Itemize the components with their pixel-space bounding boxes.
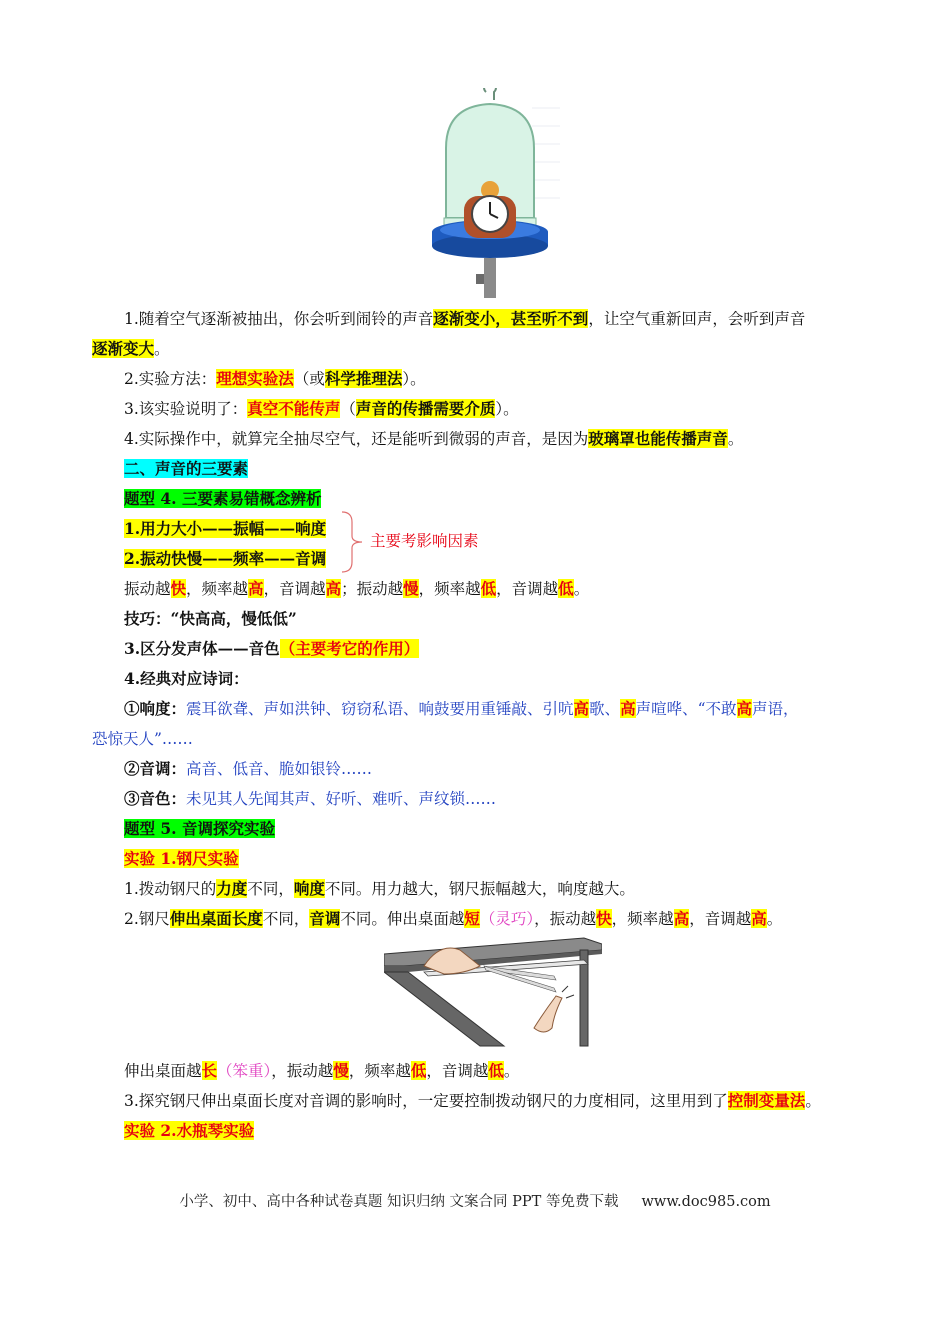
poems-loudness: ①响度：震耳欲聋、声如洪钟、窃窃私语、响鼓要用重锤敲、引吭高歌、高声喧哗、“不敢高声语， [124, 699, 799, 718]
ruler-experiment-illustration [384, 936, 602, 1052]
bell-jar-point-3: 3.该实验说明了：真空不能传声（声音的传播需要介质）。 [124, 399, 519, 418]
page-footer [0, 1190, 950, 1211]
brace-icon [340, 510, 364, 574]
experiment-2-title: 实验 2.水瓶琴实验 [124, 1121, 255, 1140]
bell-jar-point-4: 4.实际操作中，就算完全抽尽空气，还是能听到微弱的声音，是因为玻璃罩也能传播声音。 [124, 429, 744, 448]
section-title: 二、声音的三要素 [124, 459, 249, 478]
experiment-1-title: 实验 1.钢尺实验 [124, 849, 239, 868]
ruler-point-2-cont: 伸出桌面越长（笨重），振动越慢，频率越低，音调越低。 [124, 1061, 520, 1080]
bell-jar-illustration [420, 88, 560, 300]
bell-jar-point-1: 1.随着空气逐渐被抽出，你会听到闹铃的声音逐渐变小，甚至听不到，让空气重新回声，会听到声音 [124, 309, 806, 328]
poems-timbre: ③音色：未见其人先闻其声、好听、难听、声纹锁…… [124, 789, 497, 808]
brace-note: 主要考影响因素 [370, 532, 479, 550]
poems-title: 4.经典对应诗词： [124, 669, 249, 688]
poems-loudness-cont: 恐惊天人”…… [92, 730, 193, 748]
type4-title: 题型 4. 三要素易错概念辨析 [124, 489, 322, 508]
poems-pitch: ②音调：高音、低音、脆如银铃…… [124, 759, 373, 778]
bell-jar-point-1-cont: 逐渐变大。 [92, 339, 170, 358]
footer-link[interactable]: www.doc985.com [641, 1194, 771, 1210]
ruler-point-3: 3.探究钢尺伸出桌面长度对音调的影响时，一定要控制拨动钢尺的力度相同，这里用到了控制变量法。 [124, 1091, 821, 1110]
element-loudness: 1.用力大小——振幅——响度 [124, 519, 327, 538]
type5-title: 题型 5. 音调探究实验 [124, 819, 275, 838]
element-timbre: 3.区分发声体——音色（主要考它的作用） [124, 639, 420, 658]
ruler-point-1: 1.拨动钢尺的力度不同，响度不同。用力越大，钢尺振幅越大，响度越大。 [124, 879, 635, 898]
tip: 技巧：“快高高，慢低低” [124, 609, 297, 628]
footer-text: 小学、初中、高中各种试卷真题 知识归纳 文案合同 PPT 等免费下载 [179, 1194, 619, 1210]
element-pitch: 2.振动快慢——频率——音调 [124, 549, 327, 568]
ruler-point-2: 2.钢尺伸出桌面长度不同，音调不同。伸出桌面越短（灵巧），振动越快，频率越高，音调越高。 [124, 909, 783, 928]
bell-jar-point-2: 2.实验方法：理想实验法（或科学推理法）。 [124, 369, 426, 388]
pitch-rule: 振动越快，频率越高，音调越高；振动越慢，频率越低，音调越低。 [124, 579, 590, 598]
